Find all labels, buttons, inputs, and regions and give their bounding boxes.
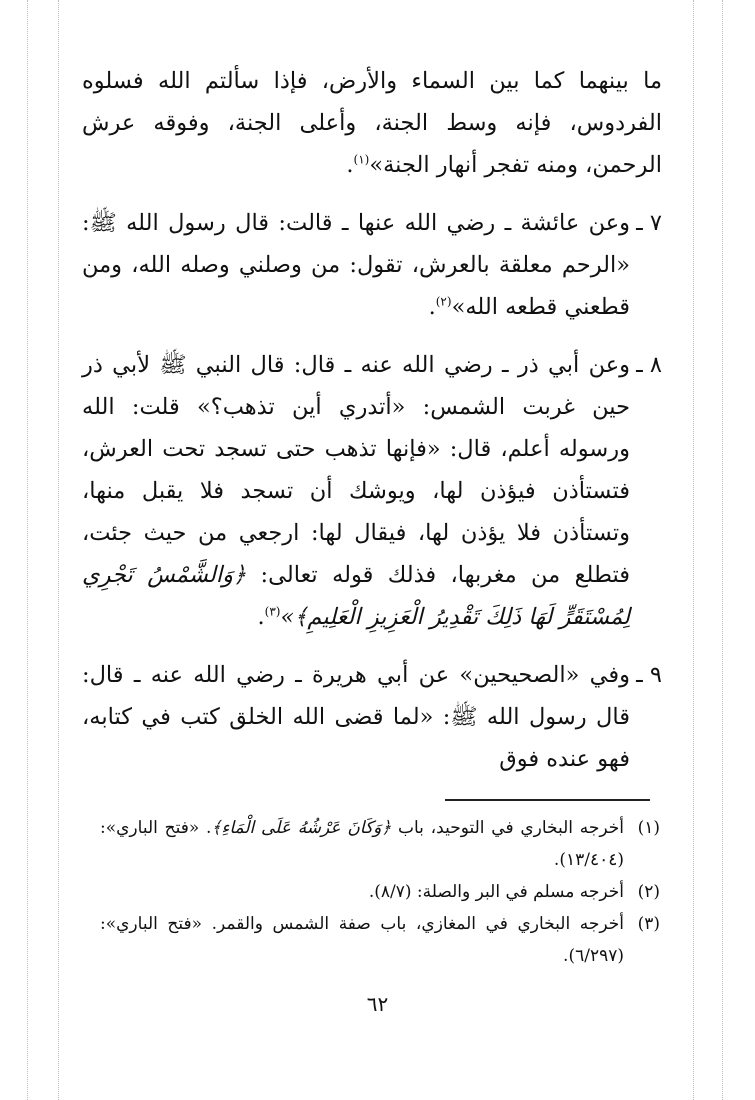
footnote-body	[100, 876, 624, 908]
footnote-1	[100, 812, 660, 876]
margin-guide-line	[58, 0, 59, 1100]
footnote-3	[100, 908, 660, 972]
margin-guide-line	[722, 0, 723, 1100]
margin-guide-line	[693, 0, 694, 1100]
hadith-item-7	[82, 202, 662, 328]
footnote-number: (٢)	[637, 882, 660, 902]
footnote-text: أخرجه البخاري في المغازي، باب صفة الشمس والقمر. «فتح الباري»: (٦/٢٩٧).	[100, 914, 624, 966]
item-body	[82, 654, 630, 780]
paragraph-text: ما بينهما كما بين السماء والأرض، فإذا سألتم الله فسلوه الفردوس، فإنه وسط الجنة، وأعلى الجنة، وفوقه عرش الرحمن، ومنه تفجر أنهار الجنة»	[82, 68, 662, 178]
item-text: وعن أبي ذر ـ رضي الله عنه ـ قال: قال النبي ﷺ لأبي ذر حين غربت الشمس: «أتدري أين تذهب؟» قلت: الله ورسوله أعلم، قال: «فإنها تذهب حتى تسجد تحت العرش، فتستأذن فيؤذن لها، ويوشك أن تسجد فلا يقبل منها، وتستأذن فلا يؤذن لها، فيقال لها: ارجعي من حيث جئت، فتطلع من مغربها، فذلك قوله تعالى:	[82, 352, 631, 588]
footnote-number: (٣)	[637, 914, 660, 934]
continued-paragraph	[82, 60, 662, 186]
item-body	[82, 344, 630, 638]
page-number: ٦٢	[366, 992, 389, 1016]
item-body	[82, 202, 630, 328]
item-end: .	[257, 604, 265, 630]
item-number: ٧ ـ	[636, 210, 662, 236]
footnote-reference: (٣)	[264, 604, 281, 619]
footnote-separator	[445, 799, 650, 801]
hadith-item-8	[82, 344, 662, 638]
footnote-text: أخرجه البخاري في التوحيد، باب	[398, 818, 624, 838]
footnote-reference: (١)	[353, 152, 370, 167]
footnote-reference: (٢)	[435, 294, 452, 309]
footnote-body	[100, 812, 624, 876]
footnote-body	[100, 908, 624, 972]
footnote-number: (١)	[637, 818, 660, 838]
quran-verse: ﴿وَالشَّمْسُ تَجْرِي لِمُسْتَقَرٍّ لَهَا ذَلِكَ تَقْدِيرُ الْعَزِيزِ الْعَلِيمِ﴾»	[82, 562, 630, 630]
footnotes	[100, 812, 660, 972]
footnote-text-after: . «فتح الباري»: (١٣/٤٠٤).	[100, 818, 624, 870]
item-text: وفي «الصحيحين» عن أبي هريرة ـ رضي الله عنه ـ قال: قال رسول الله ﷺ: «لما قضى الله الخلق كتب في كتابه، فهو عنده فوق	[82, 662, 630, 772]
quran-verse: ﴿وَكَانَ عَرْشُهُ عَلَى الْمَاءِ﴾	[211, 818, 392, 838]
hadith-item-9	[82, 654, 662, 780]
footnote-text: أخرجه مسلم في البر والصلة: (٨/٧).	[368, 882, 624, 902]
paragraph-end: .	[346, 152, 354, 178]
item-number: ٩ ـ	[636, 662, 662, 688]
item-text: وعن عائشة ـ رضي الله عنها ـ قالت: قال رسول الله ﷺ: «الرحم معلقة بالعرش، تقول: من وصلني وصله الله، ومن قطعني قطعه الله»	[82, 210, 630, 320]
item-end: .	[428, 294, 436, 320]
margin-guide-line	[27, 0, 28, 1100]
main-text	[82, 60, 662, 796]
item-number: ٨ ـ	[636, 352, 662, 378]
footnote-2	[100, 876, 660, 908]
